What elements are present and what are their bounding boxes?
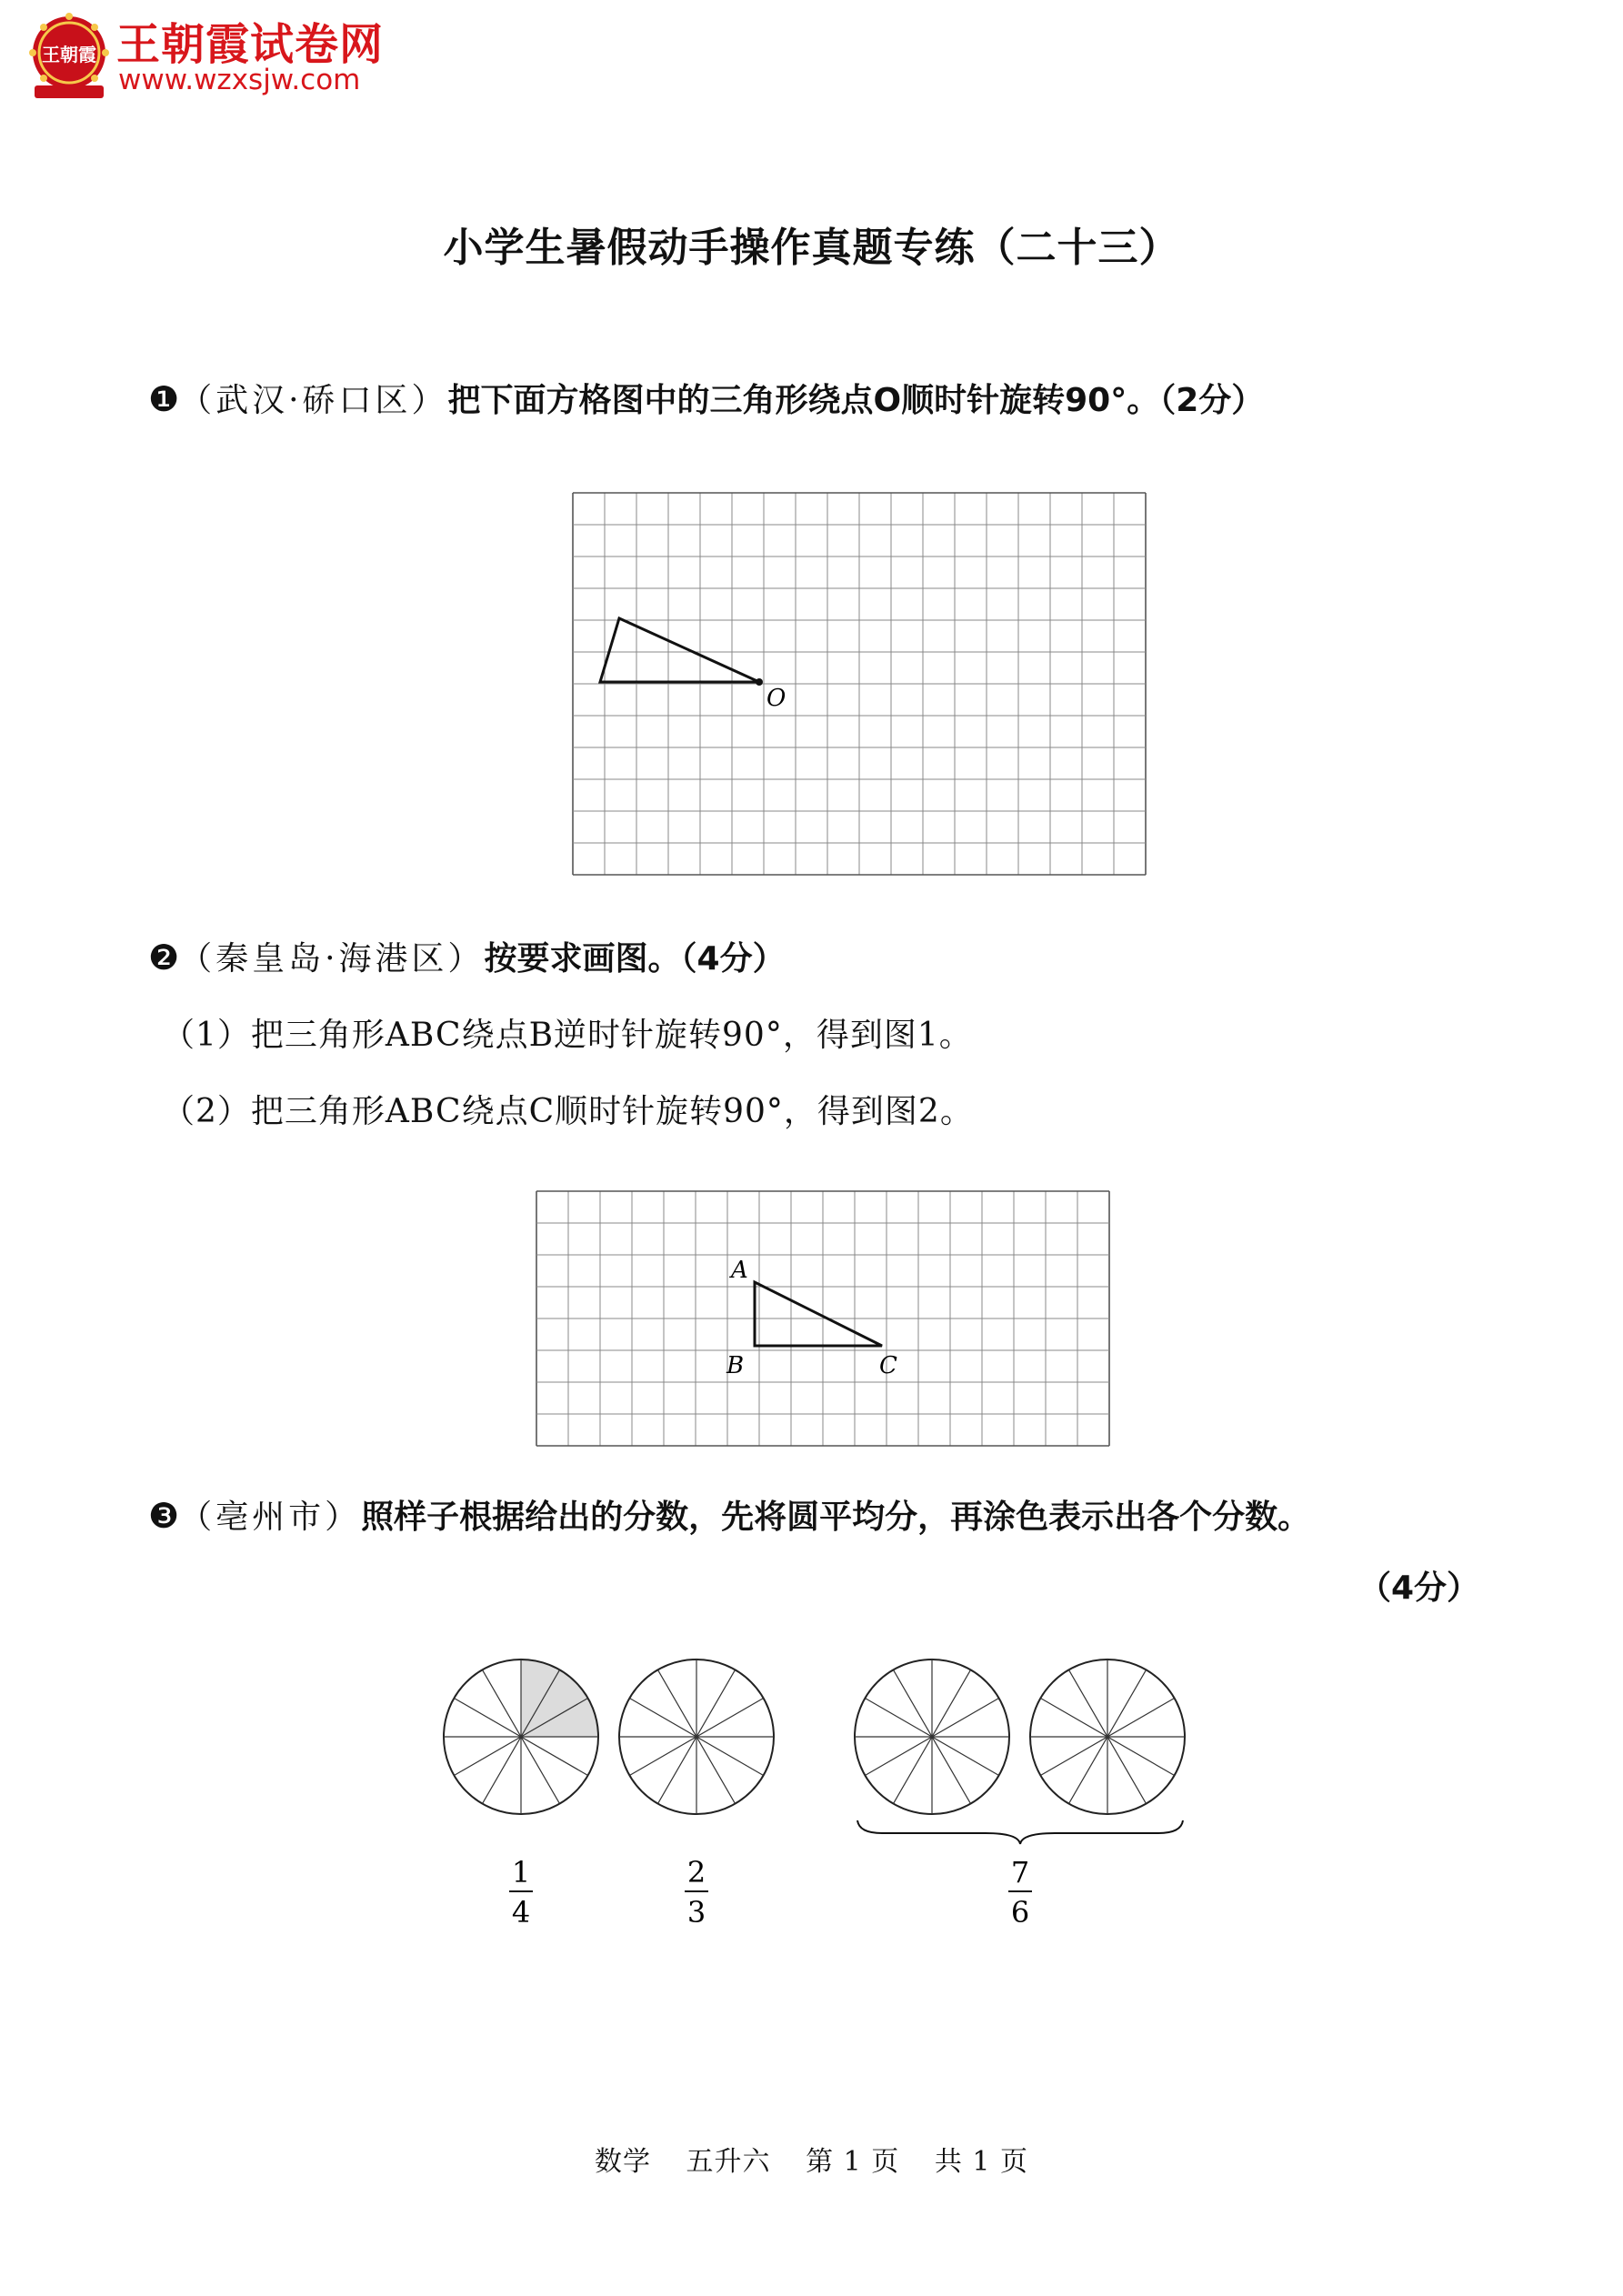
fraction-circle-4[interactable] <box>1030 1659 1185 1814</box>
question-2-number: ❷ <box>148 937 180 978</box>
label-c: C <box>879 1352 897 1379</box>
fraction-2-denominator: 3 <box>686 1895 706 1930</box>
footer-subject: 数学 <box>595 2146 651 2178</box>
question-1-triangle <box>600 618 759 682</box>
question-2-sub-2: （2）把三角形ABC绕点C顺时针旋转90°，得到图2。 <box>162 1093 974 1130</box>
fraction-1-denominator: 4 <box>511 1895 531 1930</box>
question-3-points: （4分） <box>1358 1569 1479 1607</box>
fraction-1-label <box>509 1855 533 1930</box>
page-footer <box>0 2139 1623 2179</box>
grid-lines <box>573 493 1146 875</box>
question-1-line <box>148 375 1264 421</box>
fraction-2-numerator: 2 <box>686 1855 706 1890</box>
fraction-2-label <box>685 1855 708 1930</box>
label-a: A <box>731 1257 748 1284</box>
label-o: O <box>766 685 786 712</box>
fraction-3-denominator: 6 <box>1010 1895 1030 1930</box>
fraction-1-numerator: 1 <box>511 1855 531 1890</box>
footer-grade: 五升六 <box>686 2146 771 2178</box>
fraction-circle-3[interactable] <box>855 1659 1009 1814</box>
question-3-line <box>148 1491 1310 1538</box>
fraction-circle-2[interactable] <box>619 1659 774 1814</box>
fraction-3-numerator: 7 <box>1010 1855 1030 1890</box>
brand-emblem-icon <box>27 11 111 102</box>
question-1-requirement: 把下面方格图中的三角形绕点O顺时针旋转90°。（2分） <box>447 382 1265 419</box>
footer-total: 共 1 页 <box>934 2146 1028 2178</box>
label-b: B <box>726 1352 745 1379</box>
question-2-sub-1: （1）把三角形ABC绕点B逆时针旋转90°，得到图1。 <box>162 1017 973 1054</box>
question-2-triangle <box>755 1282 882 1346</box>
question-1-number: ❶ <box>148 379 180 419</box>
page-title: 小学生暑假动手操作真题专练（二十三） <box>443 225 1180 271</box>
question-2-source: （秦皇岛·海港区） <box>179 940 485 978</box>
fraction-circle-1[interactable] <box>444 1659 598 1814</box>
brand-url[interactable]: www.wzxsjw.com <box>118 64 361 96</box>
fraction-3-label <box>1008 1855 1032 1930</box>
point-o <box>756 678 763 686</box>
question-3-circles <box>418 1655 1218 1946</box>
question-2-requirement: 按要求画图。（4分） <box>484 940 786 978</box>
question-2-line <box>148 933 786 979</box>
question-1-grid <box>568 491 1150 882</box>
emblem-text: 王朝霞 <box>42 44 96 65</box>
question-3-requirement: 照样子根据给出的分数，先将圆平均分，再涂色表示出各个分数。 <box>361 1499 1311 1536</box>
grid-lines <box>536 1191 1109 1446</box>
question-2-grid <box>532 1187 1114 1450</box>
question-3-number: ❸ <box>148 1496 180 1536</box>
question-1-source: （武汉·硚口区） <box>179 382 448 419</box>
brand-name: 王朝霞试卷网 <box>116 19 385 70</box>
question-3-source: （亳州市） <box>179 1499 362 1536</box>
footer-page: 第 1 页 <box>806 2146 900 2178</box>
group-brace <box>857 1820 1183 1844</box>
